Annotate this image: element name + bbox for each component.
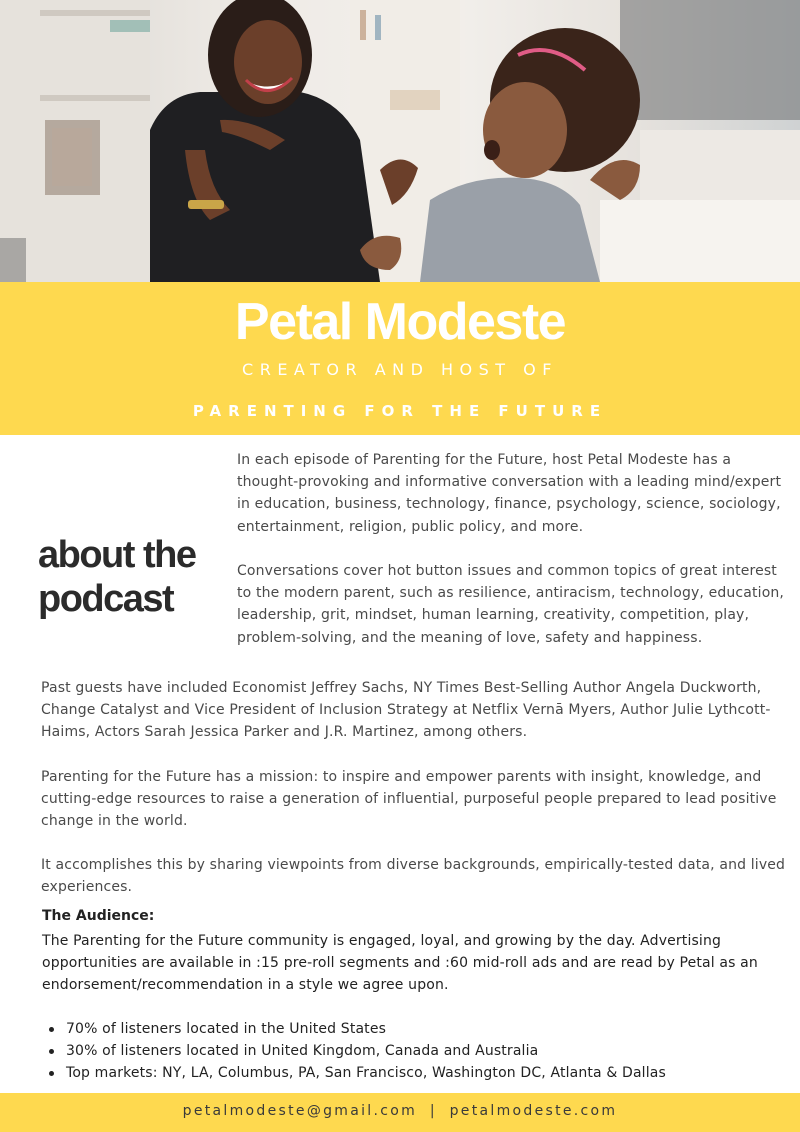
list-item-text: 30% of listeners located in United Kingdom, Canada and Australia xyxy=(66,1043,539,1060)
about-heading-line2: podcast xyxy=(38,578,174,620)
footer-separator: | xyxy=(429,1103,437,1119)
contact-footer xyxy=(0,1093,800,1132)
audience-stats-list xyxy=(42,1018,762,1085)
list-item-text: 70% of listeners located in the United States xyxy=(66,1021,387,1037)
about-heading-line1: about the xyxy=(38,534,196,576)
title-banner xyxy=(0,282,800,435)
hero-photo xyxy=(0,0,800,282)
approach-paragraph: It accomplishes this by sharing viewpoints from diverse backgrounds, empirically-tested data, and lived experiences. xyxy=(41,857,786,896)
audience-heading: The Audience: xyxy=(42,908,155,924)
list-item xyxy=(42,1062,762,1084)
bullet-icon xyxy=(49,1027,54,1032)
about-paragraph-2: Conversations cover hot button issues and common topics of great interest to the modern parent, such as resilience, antiracism, technology, education, leadership, grit, mindset, human learning, creativity, competition, play, problem-solving, and the meaning of love, safety and happiness. xyxy=(237,563,785,646)
list-item xyxy=(42,1018,762,1040)
email-link[interactable]: petalmodeste@gmail.com xyxy=(182,1103,418,1119)
hero-illustration xyxy=(0,0,800,282)
mission-paragraph: Parenting for the Future has a mission: to inspire and empower parents with insight, knowledge, and cutting-edge resources to raise a generation of influential, purposeful people prepared to lead positive change in the world. xyxy=(41,769,777,830)
about-paragraph-1: In each episode of Parenting for the Future, host Petal Modeste has a thought-provoking and informative conversation with a leading mind/expert in education, business, technology, finance, psychology, science, sociology, entertainment, religion, public policy, and more. xyxy=(237,452,782,535)
host-name: Petal Modeste xyxy=(234,293,566,351)
audience-paragraph: The Parenting for the Future community is engaged, loyal, and growing by the day. Advertising opportunities are available in :15 pre-roll segments and :60 mid-roll ads and are read by Petal as an endorsement/recommendation in a style we agree upon. xyxy=(42,933,758,994)
about-heading xyxy=(38,533,228,621)
host-subtitle: CREATOR AND HOST OF xyxy=(242,360,558,379)
bullet-icon xyxy=(49,1071,54,1076)
show-title: PARENTING FOR THE FUTURE xyxy=(192,402,608,420)
list-item-text: Top markets: NY, LA, Columbus, PA, San Francisco, Washington DC, Atlanta & Dallas xyxy=(66,1065,666,1082)
guests-paragraph: Past guests have included Economist Jeffrey Sachs, NY Times Best-Selling Author Angela Duckworth, Change Catalyst and Vice President of Inclusion Strategy at Netflix Vernā Myers, Author Julie Lythcott-Haims, Actors Sarah Jessica Parker and J.R. Martinez, among others. xyxy=(41,680,771,741)
bullet-icon xyxy=(49,1049,54,1054)
list-item xyxy=(42,1040,762,1062)
website-link[interactable]: petalmodeste.com xyxy=(449,1103,618,1119)
